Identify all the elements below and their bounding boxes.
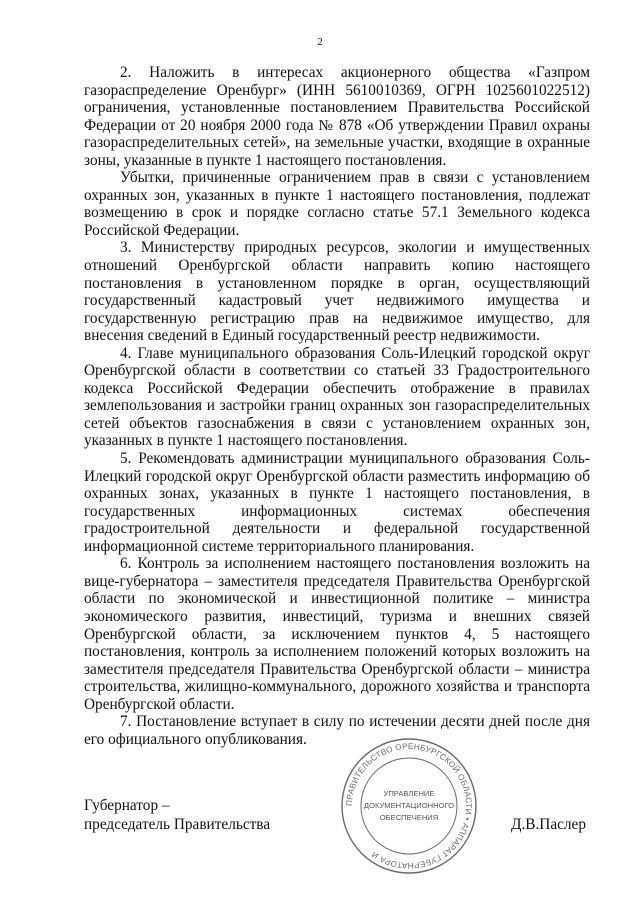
paragraph-7: 7. Постановление вступает в силу по истечении десяти дней после дня его официального опубликования. (84, 713, 590, 748)
stamp-line-1: УПРАВЛЕНИЕ (383, 789, 435, 798)
stamp-line-3: ОБЕСПЕЧЕНИЯ (379, 813, 439, 822)
stamp-line-2: ДОКУМЕНТАЦИОННОГО (363, 801, 455, 810)
paragraph-damages: Убытки, причиненные ограничением прав в связи с установлением охранных зон, указанных в пункте 1 настоящего постановления, подлежат возмещению в срок и порядке согласно статье 57.1 Земельного кодекса Российской Федерации. (84, 169, 590, 239)
paragraph-2: 2. Наложить в интересах акционерного общества «Газпром газораспределение Оренбург» (ИНН 5610010369, ОГРН 1025601022512) ограничения, установленные постановлением Правительства Российской Федерации от 20 ноября 2000 года № 878 «Об утверждении Правил охраны газораспределительных сетей», на земельные участки, входящие в охранные зоны, указанные в пункте 1 настоящего постановления. (84, 64, 590, 169)
stamp-ring-text: ПРАВИТЕЛЬСТВО ОРЕНБУРГСКОЙ ОБЛАСТИ • АППАРАТ ГУБЕРНАТОРА И (344, 741, 474, 871)
signatory-title-line-1: Губернатор – (84, 797, 170, 814)
signatory-title-line-2: председатель Правительства (84, 816, 271, 833)
paragraph-4: 4. Главе муниципального образования Соль-Илецкий городской округ Оренбургской области в соответствии со статьей 33 Градостроительного кодекса Российской Федерации обеспечить отображение в правилах землепользования и застройки границ охранных зон газораспределительных сетей объектов газоснабжения в связи с установлением охранных зон, указанных в пункте 1 настоящего постановления. (84, 344, 590, 450)
document-body (84, 64, 590, 748)
paragraph-6: 6. Контроль за исполнением настоящего постановления возложить на вице-губернатора – заместителя председателя Правительства Оренбургской области по экономической и инвестиционной политике – министра экономического развития, инвестиций, туризма и внешних связей Оренбургской области, за исключением пунктов 4, 5 настоящего постановления, контроль за исполнением положений которых возложить на заместителя председателя Правительства Оренбургской области – министра строительства, жилищно-коммунального, дорожного хозяйства и транспорта Оренбургской области. (84, 555, 590, 713)
paragraph-5: 5. Рекомендовать администрации муниципального образования Соль-Илецкий городской округ Оренбургской области разместить информацию об охранных зонах, указанных в пункте 1 настоящего постановления, в государственных информационных системах обеспечения градостроительной деятельности и федеральной государственной информационной системе территориального планирования. (84, 450, 590, 555)
official-stamp (339, 736, 479, 876)
paragraph-3: 3. Министерству природных ресурсов, экологии и имущественных отношений Оренбургской области направить копию настоящего постановления в установленном порядке в орган, осуществляющий государственный кадастровый учет недвижимого имущества и государственную регистрацию прав на недвижимое имущество, для внесения сведений в Единый государственный реестр недвижимости. (84, 239, 590, 345)
signatory-title (84, 796, 270, 834)
signatory-name: Д.В.Паслер (511, 816, 586, 833)
page-number: 2 (317, 36, 323, 48)
